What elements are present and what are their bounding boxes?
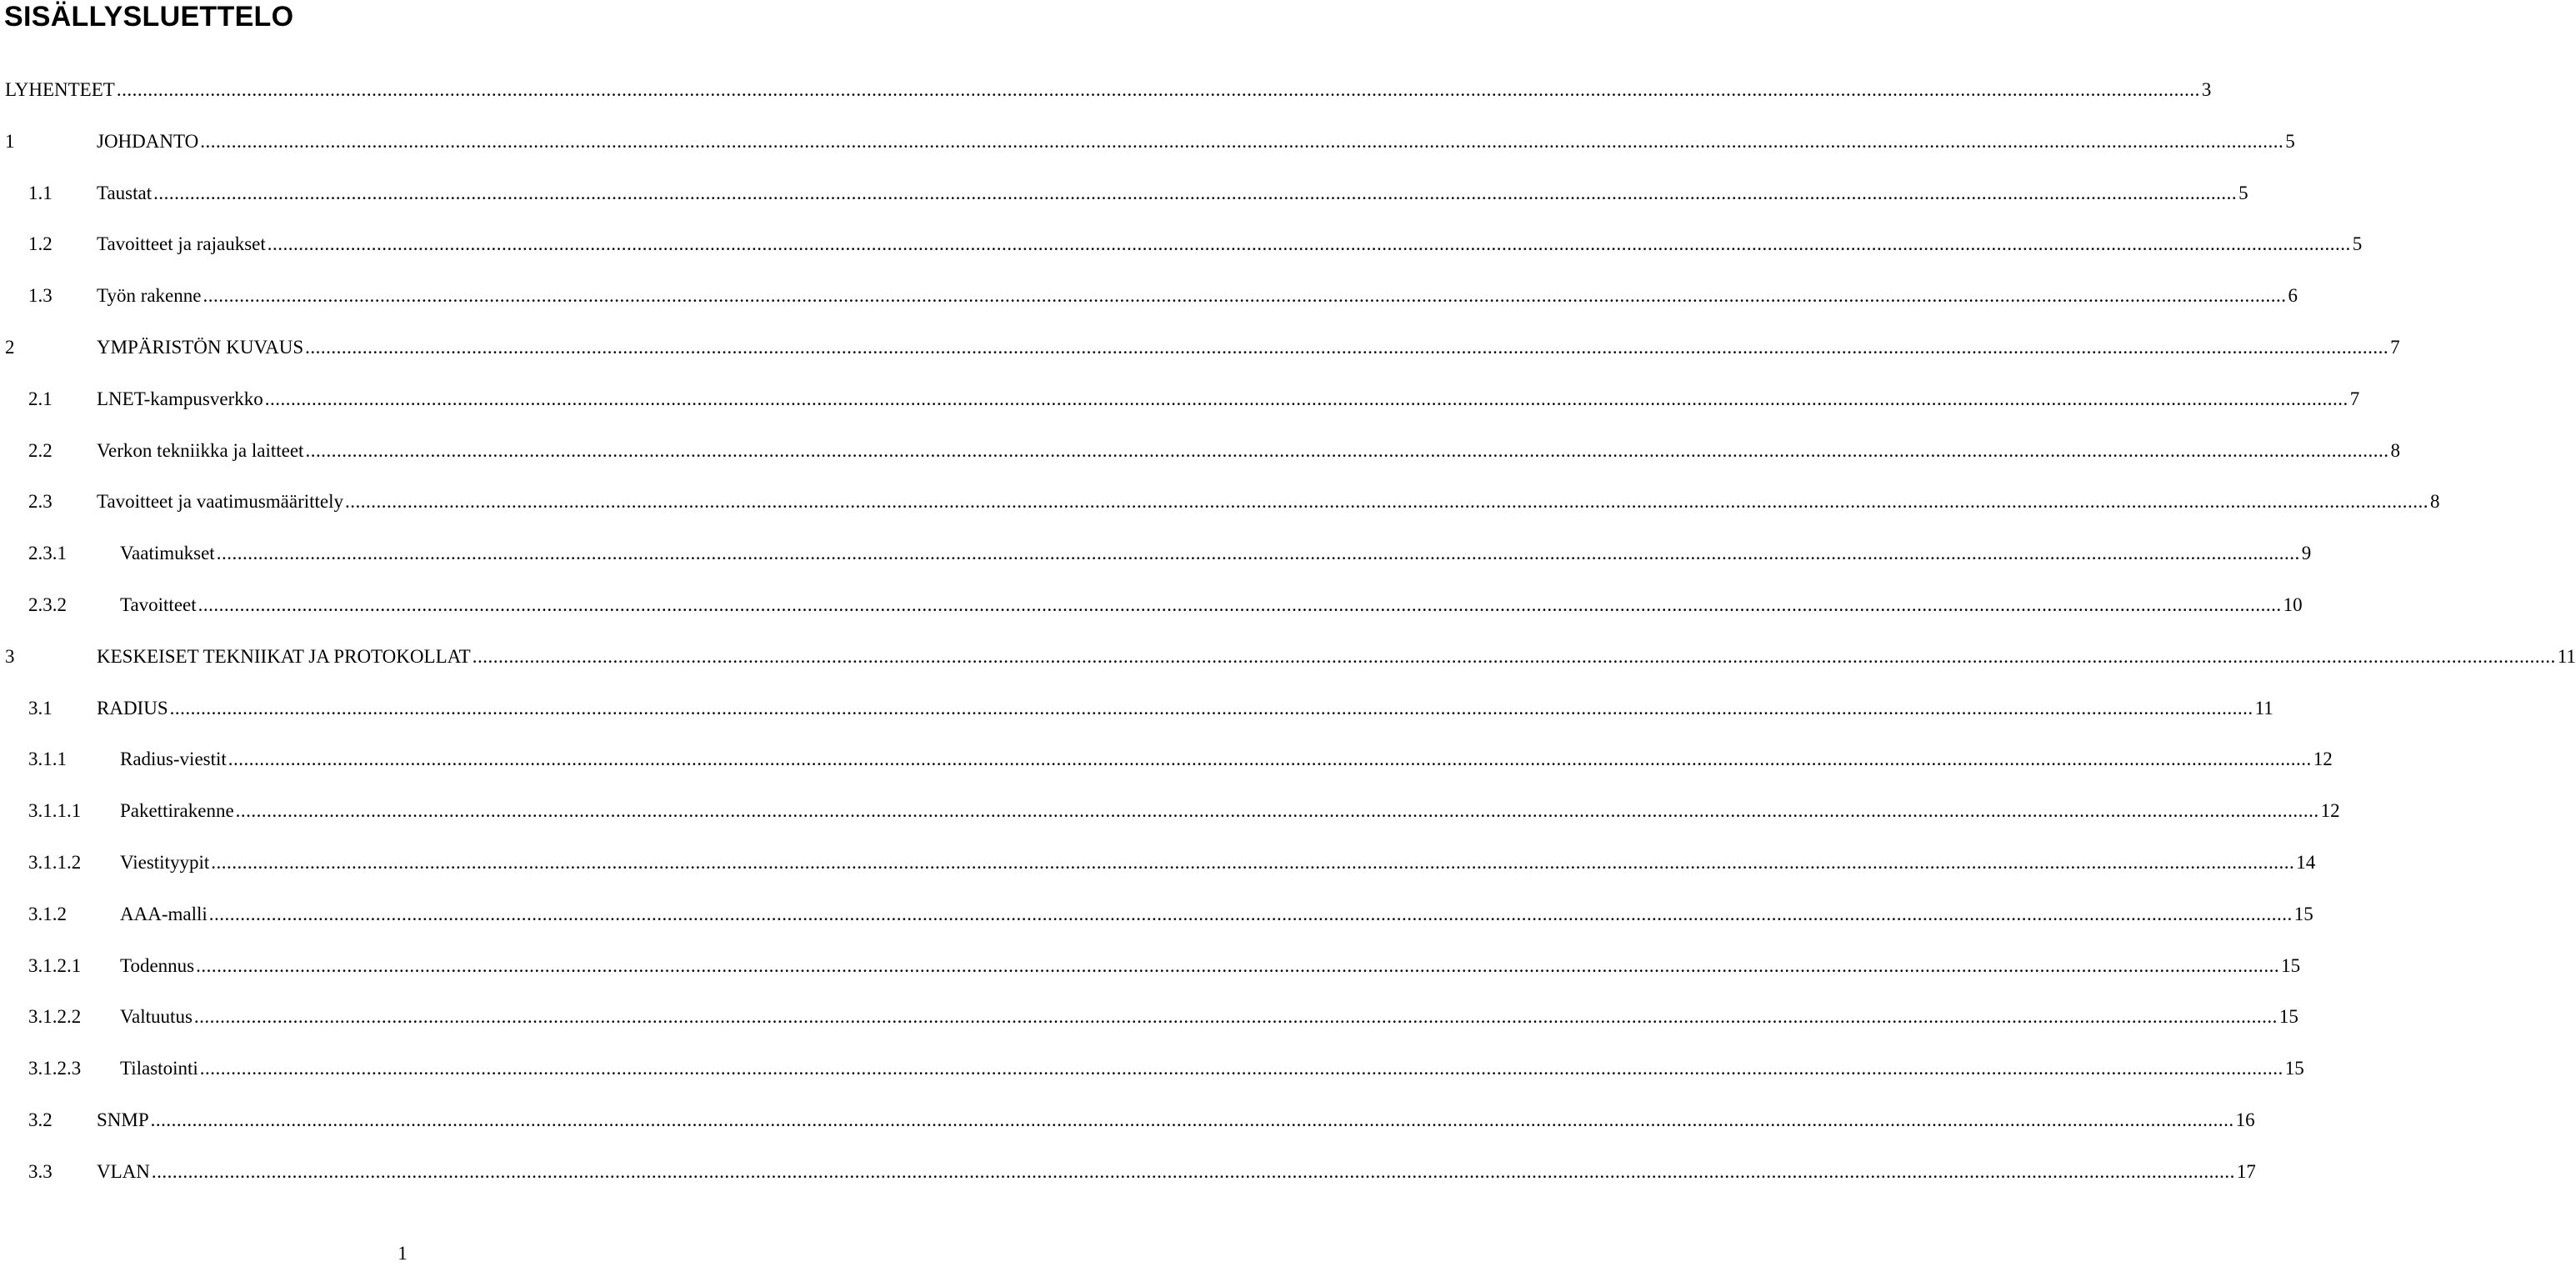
toc-dot-leader: ................................................................................................................................................................................................................................................................................................................................................................................................................ — [216, 543, 2300, 564]
toc-entry-page: 10 — [2283, 594, 2303, 615]
toc-entry-number: 3 — [5, 645, 15, 667]
toc-entry-title: Valtuutus — [120, 1006, 193, 1028]
toc-entry-number: 3.1.2 — [28, 903, 67, 924]
toc-dot-leader: ................................................................................................................................................................................................................................................................................................................................................................................................................ — [198, 594, 2282, 615]
toc-entry-title: Tavoitteet — [120, 594, 197, 615]
toc-entry[interactable] — [0, 1004, 2298, 1030]
toc-dot-leader: ................................................................................................................................................................................................................................................................................................................................................................................................................ — [169, 697, 2253, 719]
toc-dot-leader: ................................................................................................................................................................................................................................................................................................................................................................................................................ — [211, 852, 2295, 873]
toc-entry-number: 2.3.1 — [28, 543, 67, 564]
toc-entry-number: 2.3 — [28, 491, 53, 513]
document-title: SISÄLLYSLUETTELO — [4, 1, 294, 33]
toc-entry-page: 11 — [2254, 697, 2273, 719]
toc-dot-leader: ................................................................................................................................................................................................................................................................................................................................................................................................................ — [193, 1006, 2278, 1028]
toc-entry-number: 3.3 — [28, 1160, 53, 1182]
toc-dot-leader: ................................................................................................................................................................................................................................................................................................................................................................................................................ — [305, 439, 2389, 461]
toc-entry-page: 16 — [2235, 1109, 2255, 1130]
toc-entry-number: 1 — [5, 130, 15, 152]
toc-entry[interactable] — [0, 334, 2400, 361]
toc-entry-title: LYHENTEET — [5, 79, 115, 100]
toc-entry-page: 5 — [2352, 233, 2363, 255]
toc-entry-title: YMPÄRISTÖN KUVAUS — [97, 337, 304, 358]
toc-entry-title: Tavoitteet ja vaatimusmäärittely — [97, 491, 344, 513]
toc-entry-page: 15 — [2293, 903, 2313, 924]
toc-entry-page: 7 — [2349, 388, 2360, 409]
toc-entry-page: 3 — [2201, 79, 2212, 100]
toc-entry-number: 3.1.1 — [28, 749, 67, 770]
toc-entry-title: Tavoitteet ja rajaukset — [97, 233, 266, 255]
toc-entry-number: 3.1.2.1 — [28, 954, 82, 976]
page-number: 1 — [398, 1243, 408, 1264]
toc-entry-page: 14 — [2296, 852, 2316, 873]
toc-entry-title: Tilastointi — [120, 1058, 198, 1079]
toc-entry-page: 17 — [2236, 1160, 2256, 1182]
toc-entry-title: KESKEISET TEKNIIKAT JA PROTOKOLLAT — [97, 645, 471, 667]
toc-dot-leader: ................................................................................................................................................................................................................................................................................................................................................................................................................ — [153, 182, 2238, 203]
toc-entry-title: SNMP — [97, 1109, 149, 1130]
toc-entry[interactable] — [0, 540, 2312, 567]
toc-entry-number: 2 — [5, 337, 15, 358]
toc-entry[interactable] — [0, 231, 2363, 258]
toc-dot-leader: ................................................................................................................................................................................................................................................................................................................................................................................................................ — [203, 285, 2287, 307]
toc-entry-page: 8 — [2430, 491, 2440, 513]
toc-dot-leader: ................................................................................................................................................................................................................................................................................................................................................................................................................ — [150, 1109, 2234, 1130]
toc-dot-leader: ................................................................................................................................................................................................................................................................................................................................................................................................................ — [151, 1160, 2235, 1182]
toc-dot-leader: ................................................................................................................................................................................................................................................................................................................................................................................................................ — [264, 388, 2348, 409]
toc-entry-page: 7 — [2390, 337, 2400, 358]
toc-entry-number: 1.3 — [28, 285, 53, 307]
toc-entry-number: 2.2 — [28, 439, 53, 461]
toc-dot-leader: ................................................................................................................................................................................................................................................................................................................................................................................................................ — [472, 645, 2556, 667]
toc-entry-number: 3.1.1.2 — [28, 852, 82, 873]
toc-entry-title: Taustat — [97, 182, 153, 203]
toc-dot-leader: ................................................................................................................................................................................................................................................................................................................................................................................................................ — [305, 337, 2389, 358]
toc-entry[interactable] — [0, 77, 2212, 103]
toc-entry-number: 3.1 — [28, 697, 53, 719]
toc-entry-page: 8 — [2390, 439, 2400, 461]
toc-entry[interactable] — [0, 849, 2316, 876]
toc-entry-number: 1.2 — [28, 233, 53, 255]
toc-entry-title: AAA-malli — [120, 903, 208, 924]
toc-entry[interactable] — [0, 488, 2440, 515]
toc-entry[interactable] — [0, 1055, 2304, 1082]
toc-entry-title: VLAN — [97, 1160, 150, 1182]
toc-entry-title: Verkon tekniikka ja laitteet — [97, 439, 304, 461]
toc-dot-leader: ................................................................................................................................................................................................................................................................................................................................................................................................................ — [116, 79, 2200, 100]
toc-entry[interactable] — [0, 283, 2298, 309]
toc-entry-title: Viestityypit — [120, 852, 210, 873]
toc-entry-title: Vaatimukset — [120, 543, 215, 564]
toc-entry-page: 6 — [2288, 285, 2298, 307]
toc-entry-page: 9 — [2301, 543, 2312, 564]
toc-entry-title: RADIUS — [97, 697, 168, 719]
toc-dot-leader: ................................................................................................................................................................................................................................................................................................................................................................................................................ — [235, 800, 2319, 822]
toc-dot-leader: ................................................................................................................................................................................................................................................................................................................................................................................................................ — [199, 1058, 2283, 1079]
toc-entry[interactable] — [0, 901, 2313, 928]
toc-entry[interactable] — [0, 386, 2360, 413]
toc-entry-title: JOHDANTO — [97, 130, 199, 152]
toc-dot-leader: ................................................................................................................................................................................................................................................................................................................................................................................................................ — [196, 954, 2280, 976]
toc-entry-number: 3.1.2.2 — [28, 1006, 82, 1028]
toc-entry-number: 1.1 — [28, 182, 53, 203]
toc-dot-leader: ................................................................................................................................................................................................................................................................................................................................................................................................................ — [228, 749, 2312, 770]
toc-entry-page: 12 — [2320, 800, 2340, 822]
toc-entry[interactable] — [0, 695, 2273, 722]
toc-entry-page: 12 — [2313, 749, 2333, 770]
toc-dot-leader: ................................................................................................................................................................................................................................................................................................................................................................................................................ — [267, 233, 2351, 255]
toc-entry-page: 5 — [2285, 130, 2295, 152]
toc-entry-title: LNET-kampusverkko — [97, 388, 263, 409]
toc-entry[interactable] — [0, 798, 2340, 824]
toc-entry[interactable] — [0, 180, 2248, 207]
toc-entry-title: Työn rakenne — [97, 285, 202, 307]
toc-entry[interactable] — [0, 1107, 2255, 1134]
toc-entry[interactable] — [0, 592, 2303, 618]
toc-entry-number: 3.1.1.1 — [28, 800, 82, 822]
toc-entry-number: 2.1 — [28, 388, 53, 409]
toc-dot-leader: ................................................................................................................................................................................................................................................................................................................................................................................................................ — [208, 903, 2293, 924]
toc-entry-page: 11 — [2557, 645, 2576, 667]
toc-dot-leader: ................................................................................................................................................................................................................................................................................................................................................................................................................ — [200, 130, 2284, 152]
toc-entry[interactable] — [0, 438, 2400, 464]
toc-entry[interactable] — [0, 953, 2301, 979]
toc-entry-number: 3.1.2.3 — [28, 1058, 82, 1079]
toc-entry-page: 15 — [2278, 1006, 2298, 1028]
toc-entry-number: 3.2 — [28, 1109, 53, 1130]
toc-entry[interactable] — [0, 1159, 2256, 1185]
toc-entry-page: 15 — [2284, 1058, 2304, 1079]
toc-entry-title: Radius-viestit — [120, 749, 227, 770]
toc-entry-title: Pakettirakenne — [120, 800, 234, 822]
toc-entry[interactable] — [0, 746, 2333, 773]
toc-entry[interactable] — [0, 644, 2576, 670]
toc-entry-page: 5 — [2238, 182, 2248, 203]
toc-entry-number: 2.3.2 — [28, 594, 67, 615]
toc-dot-leader: ................................................................................................................................................................................................................................................................................................................................................................................................................ — [345, 491, 2429, 513]
toc-entry-page: 15 — [2281, 954, 2301, 976]
toc-entry-title: Todennus — [120, 954, 195, 976]
toc-entry[interactable] — [0, 128, 2295, 155]
